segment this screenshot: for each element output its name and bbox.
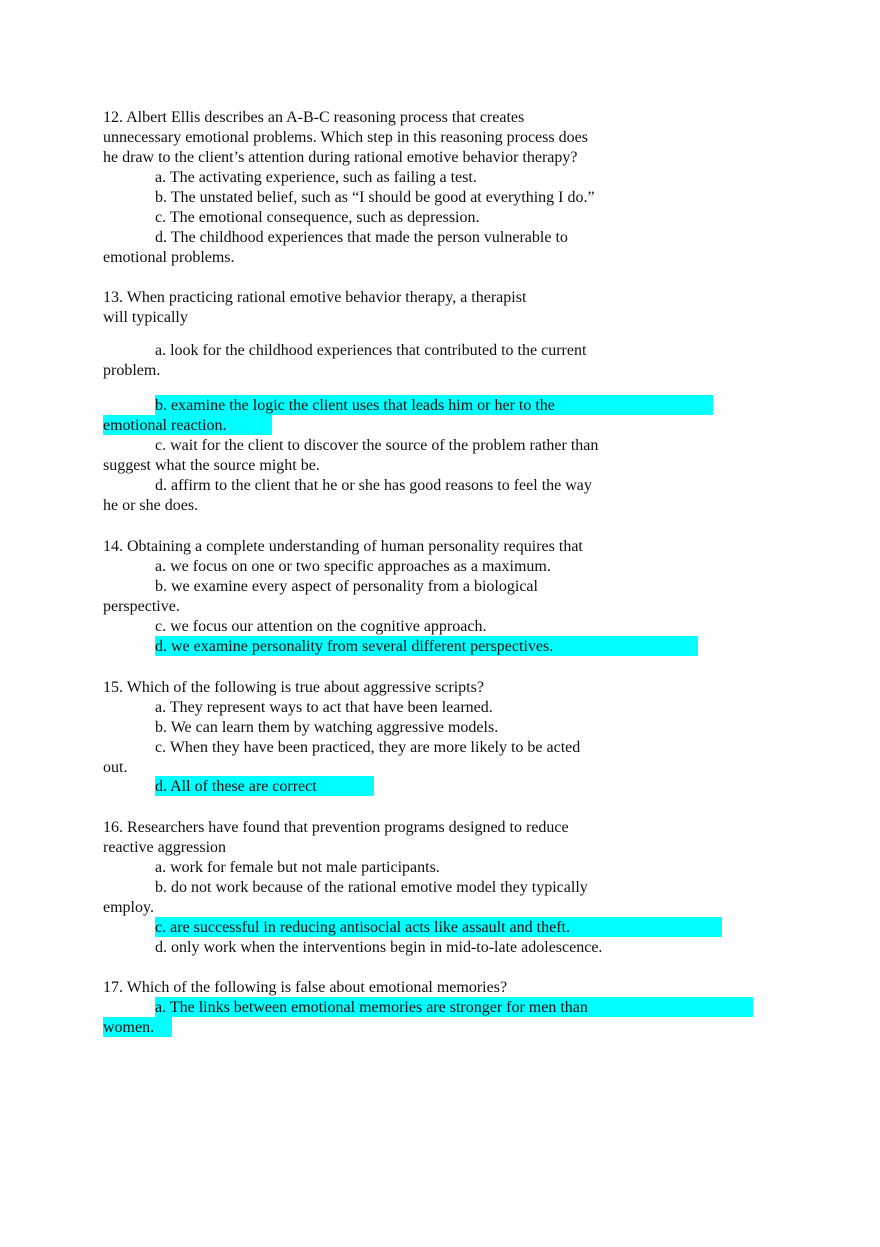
answer-option-line: out. — [103, 759, 128, 776]
question-stem-line: unnecessary emotional problems. Which step in this reasoning process does — [103, 129, 588, 146]
answer-option-line: a. we focus on one or two specific approaches as a maximum. — [155, 558, 551, 575]
question-stem-line: 13. When practicing rational emotive behavior therapy, a therapist — [103, 289, 527, 306]
answer-option-line: b. do not work because of the rational emotive model they typically — [155, 879, 588, 896]
correct-answer-option-line: d. we examine personality from several different perspectives. — [155, 638, 554, 655]
answer-option-line: perspective. — [103, 598, 180, 615]
correct-answer-option-line: b. The unstated belief, such as “I should be good at everything I do.” — [155, 189, 595, 206]
answer-option-line: a. The activating experience, such as failing a test. — [155, 169, 477, 186]
correct-answer-option-line: women. — [103, 1019, 155, 1036]
question-stem-line: will typically — [103, 309, 188, 326]
answer-option-line: d. affirm to the client that he or she has good reasons to feel the way — [155, 477, 592, 494]
answer-option-line: a. They represent ways to act that have been learned. — [155, 699, 493, 716]
correct-answer-option-line: a. The links between emotional memories are stronger for men than — [155, 999, 588, 1016]
answer-option-line: c. we focus our attention on the cognitive approach. — [155, 618, 487, 635]
question-stem-line: 16. Researchers have found that prevention programs designed to reduce — [103, 819, 569, 836]
answer-option-line: he or she does. — [103, 497, 199, 514]
correct-answer-option-line: b. examine the logic the client uses that leads him or her to the — [155, 397, 555, 414]
answer-option-line: employ. — [103, 899, 154, 916]
answer-option-line: emotional problems. — [103, 249, 235, 266]
answer-option-line: problem. — [103, 362, 161, 379]
answer-option-line: b. we examine every aspect of personality from a biological — [155, 578, 538, 595]
question-stem-line: he draw to the client’s attention during rational emotive behavior therapy? — [103, 149, 578, 166]
answer-option-line: c. wait for the client to discover the source of the problem rather than — [155, 437, 599, 454]
answer-option-line: d. only work when the interventions begin in mid-to-late adolescence. — [155, 939, 603, 956]
correct-answer-option-line: d. All of these are correct — [155, 778, 317, 795]
question-stem-line: 15. Which of the following is true about aggressive scripts? — [103, 679, 484, 696]
correct-answer-option-line: emotional reaction. — [103, 417, 227, 434]
question-stem-line: 12. Albert Ellis describes an A-B-C reasoning process that creates — [103, 109, 525, 126]
question-stem-line: 14. Obtaining a complete understanding of human personality requires that — [103, 538, 583, 555]
correct-answer-option-line: c. are successful in reducing antisocial acts like assault and theft. — [155, 919, 570, 936]
question-stem-line: 17. Which of the following is false about emotional memories? — [103, 979, 508, 996]
question-stem-line: reactive aggression — [103, 839, 227, 856]
answer-option-line: a. work for female but not male participants. — [155, 859, 440, 876]
answer-option-line: suggest what the source might be. — [103, 457, 320, 474]
answer-option-line: c. When they have been practiced, they are more likely to be acted — [155, 739, 581, 756]
answer-option-line: c. The emotional consequence, such as depression. — [155, 209, 480, 226]
answer-option-line: d. The childhood experiences that made the person vulnerable to — [155, 229, 568, 246]
answer-option-line: a. look for the childhood experiences that contributed to the current — [155, 342, 587, 359]
answer-option-line: b. We can learn them by watching aggressive models. — [155, 719, 499, 736]
